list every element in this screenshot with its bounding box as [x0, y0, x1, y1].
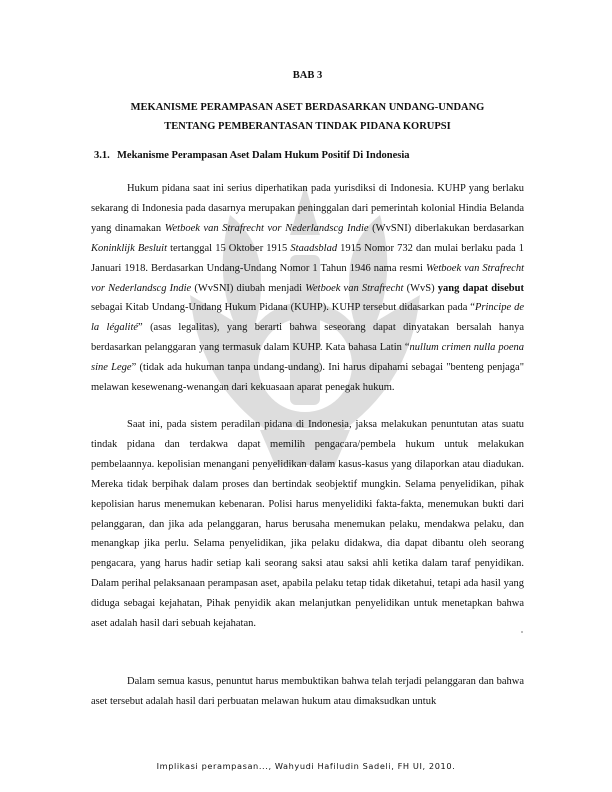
chapter-heading: BAB 3 — [292, 70, 323, 81]
term-koninklijk-besluit: Koninklijk Besluit — [91, 242, 168, 254]
section-heading — [94, 150, 410, 161]
term-wvs: Wetboek van Strafrecht — [305, 282, 404, 294]
section-title: Mekanisme Perampasan Aset Dalam Hukum Positif Di Indonesia — [117, 150, 410, 161]
term-principe-legalite: Principe de la légalité — [91, 302, 524, 334]
term-wvsni-2: Wetboek van Strafrecht vor Nederlandscg Indie — [91, 262, 524, 294]
term-staadsblad: Staadsblad — [290, 242, 338, 254]
section-number: 3.1. — [94, 150, 110, 161]
term-nullum-crimen: nullum crimen nulla poena sine Lege — [91, 342, 524, 374]
term-wvsni: Wetboek van Strafrecht vor Nederlandscg Indie — [164, 222, 369, 234]
page-footer: Implikasi perampasan..., Wahyudi Hafiludin Sadeli, FH UI, 2010. — [156, 761, 456, 771]
paragraph-2: Saat ini, pada sistem peradilan pidana di Indonesia, jaksa melakukan penuntutan atas suatu tindak pidana dan terdakwa dapat memilih pengacara/pembela hukum untuk melakukan pembelaannya. kepolisian menangani penyelidikan dalam kasus-kasus yang dilaporkan atau diadukan. Mereka tidak berpihak dalam proses dan bertindak seobjektif mungkin. Selama penyelidikan, pihak kepolisian harus menemukan kebenaran. Polisi harus menyelidiki fakta-fakta, menemukan bukti dari pelanggaran, dan jika ada pelanggaran, harus berusaha menemukan pelaku, mendakwa pelaku, dan menangkap jika perlu. Selama penyelidikan, jika pelaku didakwa, dia dapat dibantu oleh seorang pengacara, yang harus hadir setiap kali seorang saksi atau saksi ahli ketika dalam taraf penyidikan. Dalam perihal pelaksanaan perampasan aset, apabila pelaku tetap tidak diketahui, tetapi ada hasil yang diduga sebagai kejahatan, Pihak penyidik akan melanjutkan penyelidikan untuk menetapkan bahwa aset adalah hasil dari sebuah kejahatan. — [91, 419, 524, 630]
stray-mark — [521, 631, 523, 633]
paragraph-3: Dalam semua kasus, penuntut harus membuktikan bahwa telah terjadi pelanggaran dan bahwa aset tersebut adalah hasil dari perbuatan melawan hukum atau dimaksudkan untuk — [91, 676, 524, 707]
chapter-title-line1: MEKANISME PERAMPASAN ASET BERDASARKAN UNDANG-UNDANG — [130, 102, 485, 113]
chapter-title-line2: TENTANG PEMBERANTASAN TINDAK PIDANA KORUPSI — [164, 121, 451, 132]
chapter-title — [91, 98, 524, 136]
bold-phrase: yang dapat disebut — [437, 282, 524, 294]
paragraph-1: Hukum pidana saat ini serius diperhatikan pada yurisdiksi di Indonesia. KUHP yang berlaku sekarang di Indonesia pada dasarnya merupakan peninggalan dari pemerintah kolonial Hindia Belanda yang dinamakan Wetboek van Strafrecht vor Nederlandscg Indie (WvSNI) diberlakukan berdasarkan Koninklijk Besluit tertanggal 15 Oktober 1915 Staadsblad 1915 Nomor 732 dan mulai berlaku pada 1 Januari 1918. Berdasarkan Undang-Undang Nomor 1 Tahun 1946 nama resmi Wetboek van Strafrecht vor Nederlandscg Indie (WvSNI) diubah menjadi Wetboek van Strafrecht (WvS) yang dapat disebut sebagai Kitab Undang-Undang Hukum Pidana (KUHP). KUHP tersebut didasarkan pada “Principe de la légalité” (asas legalitas), yang berarti bahwa seseorang dapat dinyatakan bersalah hanya berdasarkan pelanggaran yang termasuk dalam KUHP. Kata bahasa Latin “nullum crimen nulla poena sine Lege” (tidak ada hukuman tanpa undang-undang). Ini harus dipahami sebagai "benteng penjaga" melawan kesewenang-wenangan dari kekuasaan aparat penegak hukum. — [91, 183, 525, 394]
